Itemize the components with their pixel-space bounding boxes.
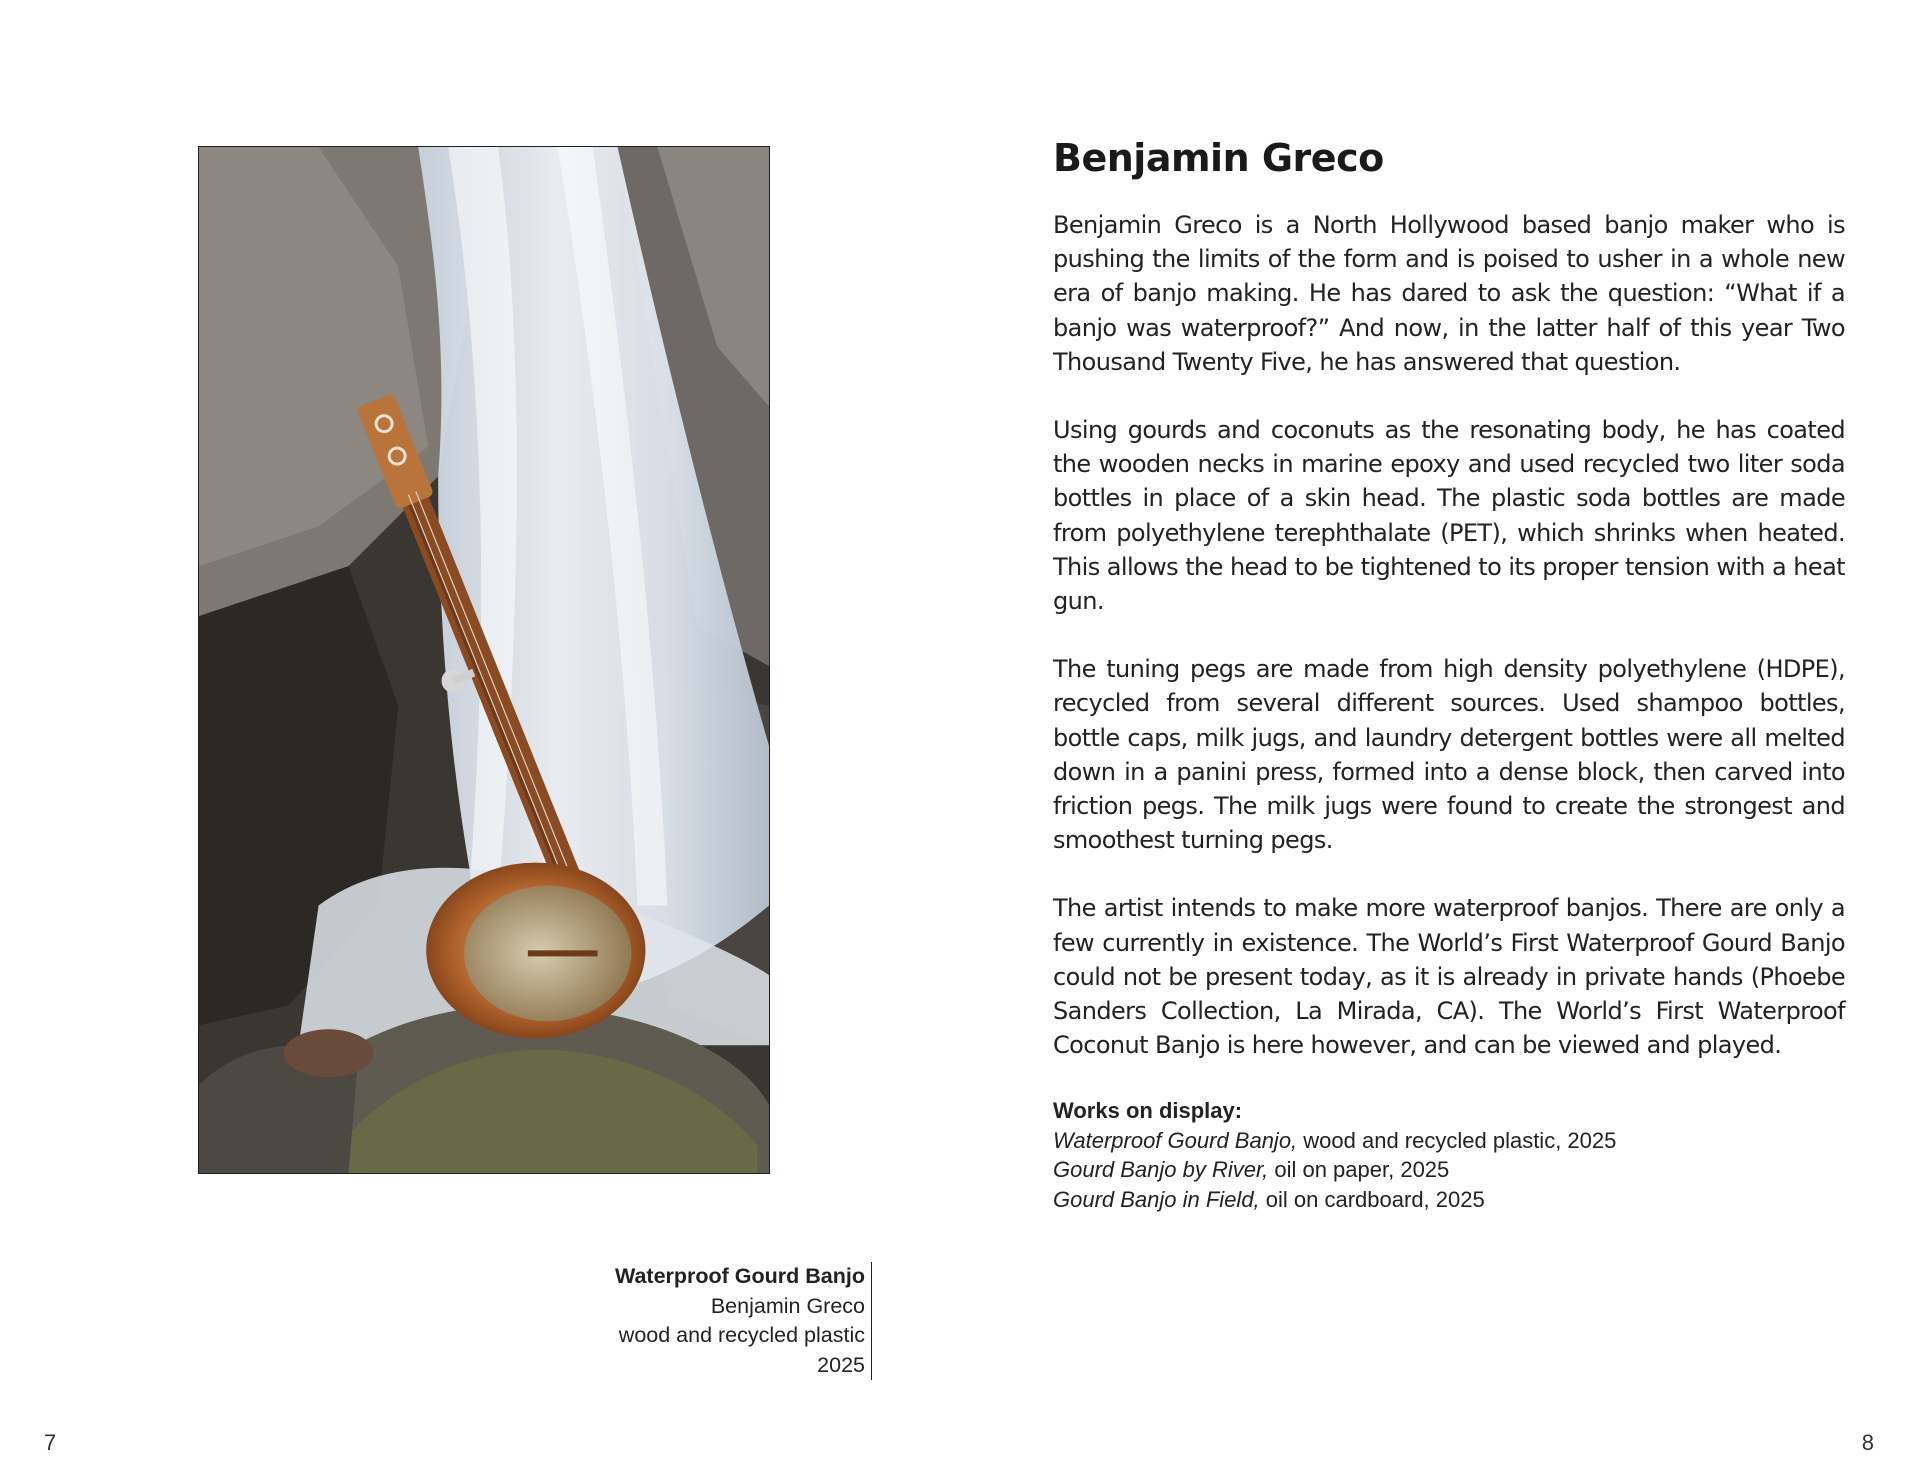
work-title: Gourd Banjo by River, <box>1053 1157 1269 1183</box>
paragraph: The artist intends to make more waterproof banjos. There are only a few currently in existence. The World’s First Waterproof Gourd Banjo could not be present today, as it is already in private hands (Phoebe Sanders Collection, La Mirada, CA). The World’s First Waterproof Coconut Banjo is here however, and can be viewed and played. <box>1053 894 1845 1060</box>
article-title: Benjamin Greco <box>1053 136 1384 180</box>
work-item <box>1053 1185 1845 1215</box>
paragraph: The tuning pegs are made from high density polyethylene (HDPE), recycled from several different sources. Used shampoo bottles, bottle caps, milk jugs, and laundry detergent bottles were all melted down in a panini press, formed into a dense block, then carved into friction pegs. The milk jugs were found to create the strongest and smoothest turning pegs. <box>1053 655 1845 855</box>
paragraph: Using gourds and coconuts as the resonating body, he has coated the wooden necks in marine epoxy and used recycled two liter soda bottles in place of a skin head. The plastic soda bottles are made from polyethylene terephthalate (PET), which shrinks when heated. This allows the head to be tightened to its proper tension with a heat gun. <box>1053 416 1845 616</box>
caption-artist: Benjamin Greco <box>710 1293 865 1318</box>
page-number-left: 7 <box>44 1430 57 1455</box>
work-details: wood and recycled plastic, 2025 <box>1297 1127 1617 1153</box>
caption-year: 2025 <box>817 1352 865 1377</box>
paragraph: Benjamin Greco is a North Hollywood based banjo maker who is pushing the limits of the form and is poised to usher in a whole new era of banjo making. He has dared to ask the question: “What if a banjo was waterproof?” And now, in the latter half of this year Two Thousand Twenty Five, he has answered that question. <box>1053 211 1845 376</box>
work-item <box>1053 1126 1845 1156</box>
caption-medium: wood and recycled plastic <box>618 1323 865 1347</box>
work-details: oil on cardboard, 2025 <box>1259 1186 1485 1212</box>
work-item <box>1053 1155 1845 1185</box>
works-on-display <box>1053 1096 1845 1214</box>
page-number-right: 8 <box>1861 1430 1874 1455</box>
work-title: Gourd Banjo in Field, <box>1053 1186 1260 1212</box>
artwork-caption <box>560 1262 872 1380</box>
work-details: oil on paper, 2025 <box>1268 1157 1450 1183</box>
work-title: Waterproof Gourd Banjo, <box>1053 1127 1298 1153</box>
article-body <box>1053 208 1845 1062</box>
works-heading: Works on display: <box>1053 1098 1243 1124</box>
caption-title: Waterproof Gourd Banjo <box>614 1264 865 1288</box>
article <box>1053 136 1845 1214</box>
artwork-photo <box>198 146 770 1174</box>
